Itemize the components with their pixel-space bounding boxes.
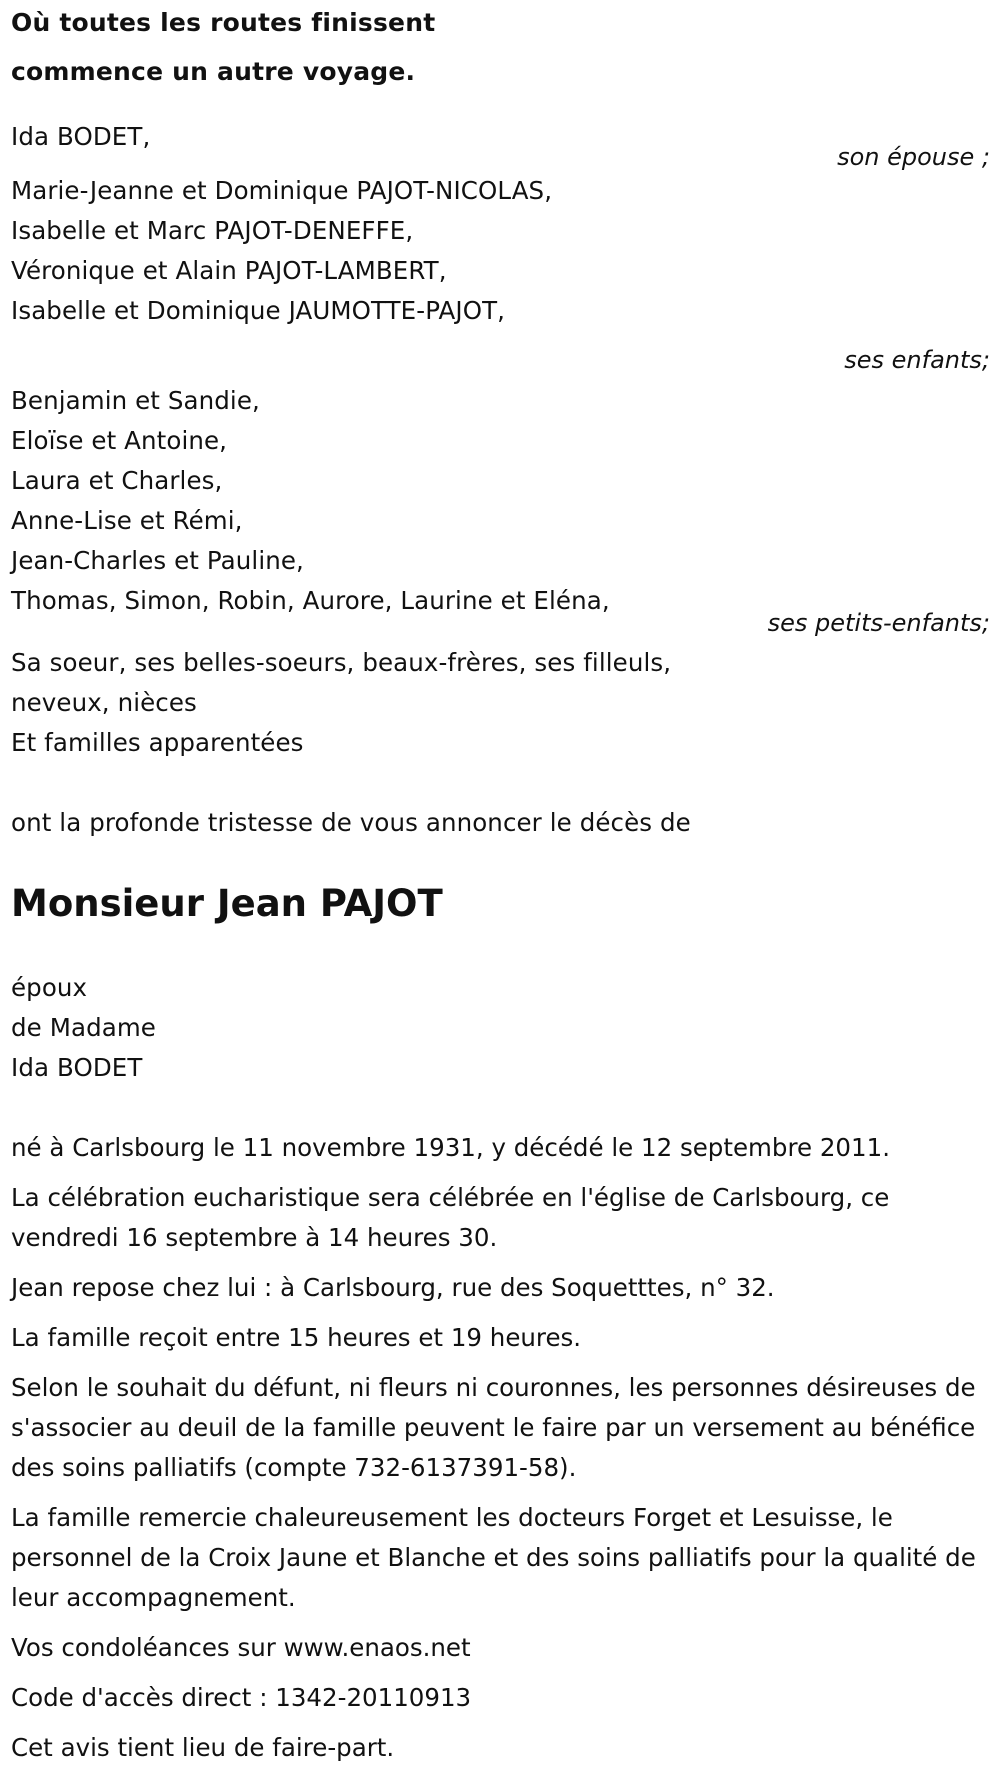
spouse-name: Ida BODET,	[11, 122, 151, 151]
extended-family-block	[11, 643, 671, 763]
announcement-text	[11, 803, 691, 843]
children-block	[11, 171, 552, 331]
grandchild-entry: Anne-Lise et Rémi,	[11, 506, 243, 535]
deceased-relation-block	[11, 968, 156, 1088]
epigraph-line-2: commence un autre voyage.	[11, 57, 416, 86]
birth-death-dates: né à Carlsbourg le 11 novembre 1931, y décédé le 12 septembre 2011.	[11, 1133, 890, 1162]
condolences-website: Vos condoléances sur www.enaos.net	[11, 1633, 471, 1662]
relation-line: de Madame	[11, 1013, 156, 1042]
grandchildren-block	[11, 381, 610, 621]
child-entry: Isabelle et Marc PAJOT-DENEFFE,	[11, 216, 414, 245]
notice-disclaimer: Cet avis tient lieu de faire-part.	[11, 1733, 395, 1762]
extended-family-line: Et familles apparentées	[11, 728, 304, 757]
extended-family-line: neveux, nièces	[11, 688, 197, 717]
spouse-block	[11, 117, 150, 157]
grandchild-entry: Eloïse et Antoine,	[11, 426, 228, 455]
extended-family-line: Sa soeur, ses belles-soeurs, beaux-frères, ses filleuls,	[11, 648, 672, 677]
grandchild-entry: Thomas, Simon, Robin, Aurore, Laurine et Eléna,	[11, 586, 610, 615]
announcement-line: ont la profonde tristesse de vous annoncer le décès de	[11, 808, 691, 837]
funeral-service-info: La célébration eucharistique sera célébrée en l'église de Carlsbourg, ce vendredi 16 septembre à 14 heures 30.	[11, 1183, 890, 1252]
resting-place-info: Jean repose chez lui : à Carlsbourg, rue des Soquetttes, n° 32.	[11, 1273, 775, 1302]
child-entry: Isabelle et Dominique JAUMOTTE-PAJOT,	[11, 296, 506, 325]
spouse-role: son épouse ;	[837, 143, 990, 171]
grandchild-entry: Jean-Charles et Pauline,	[11, 546, 304, 575]
acknowledgements: La famille remercie chaleureusement les docteurs Forget et Lesuisse, le personnel de la Croix Jaune et Blanche et des soins palliatifs pour la qualité de leur accompagnement.	[11, 1503, 976, 1612]
grandchild-entry: Benjamin et Sandie,	[11, 386, 260, 415]
child-entry: Marie-Jeanne et Dominique PAJOT-NICOLAS,	[11, 176, 553, 205]
grandchild-entry: Laura et Charles,	[11, 466, 223, 495]
epigraph-line-1: Où toutes les routes finissent	[11, 8, 436, 37]
access-code: Code d'accès direct : 1342-20110913	[11, 1683, 472, 1712]
donation-request: Selon le souhait du défunt, ni fleurs ni couronnes, les personnes désireuses de s'associer au deuil de la famille peuvent le faire par un versement au bénéfice des soins palliatifs (compte 732-6137391-58).	[11, 1373, 976, 1482]
child-entry: Véronique et Alain PAJOT-LAMBERT,	[11, 256, 447, 285]
grandchildren-role: ses petits-enfants;	[767, 609, 990, 637]
deceased-name: Monsieur Jean PAJOT	[11, 882, 443, 925]
children-role: ses enfants;	[844, 346, 990, 374]
epigraph	[11, 0, 435, 96]
relation-line: Ida BODET	[11, 1053, 143, 1082]
relation-line: époux	[11, 973, 88, 1002]
visitation-hours: La famille reçoit entre 15 heures et 19 heures.	[11, 1323, 582, 1352]
